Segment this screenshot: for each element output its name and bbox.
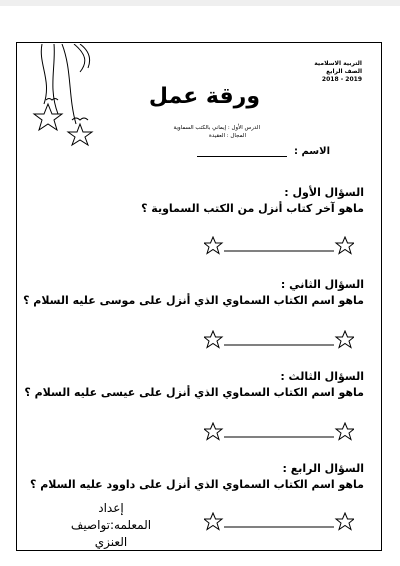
star-outline-icon [336, 423, 354, 440]
domain-line: المجال : العقيدة [208, 133, 246, 139]
question-4-heading: السؤال الرابع : [282, 462, 364, 475]
header-info [314, 60, 362, 84]
name-field[interactable] [197, 147, 287, 157]
credit-line-1: إعداد [98, 501, 124, 515]
credit-line-2: المعلمه:تواصيف [70, 518, 152, 532]
lesson-info [174, 124, 260, 140]
page-top-strip [0, 0, 400, 6]
answer-line-4[interactable] [204, 512, 354, 532]
hanging-stars-icon [28, 44, 118, 156]
question-2-text: ماهو اسم الكتاب السماوي الذي أنزل على موسى عليه السلام ؟ [23, 294, 364, 307]
name-label: الاسم : [293, 146, 330, 157]
grade-label: الصف الرابع [326, 68, 362, 75]
lesson-line: الدرس الأول : إيماني بالكتب السماوية [173, 125, 260, 131]
subject-label: التربية الاسلامية [314, 60, 362, 67]
student-name-row [197, 146, 330, 157]
star-outline-icon [336, 237, 354, 254]
star-outline-icon [336, 331, 354, 348]
star-outline-icon [204, 423, 222, 440]
question-3-heading: السؤال الثالث : [280, 370, 364, 383]
page-title: ورقة عمل [148, 84, 260, 109]
star-outline-icon [336, 513, 354, 530]
teacher-credit [66, 500, 156, 551]
answer-line-3[interactable] [204, 422, 354, 442]
question-4-text: ماهو اسم الكتاب السماوي الذي أنزل على داوود عليه السلام ؟ [29, 478, 364, 491]
star-outline-icon [204, 331, 222, 348]
year-label: 2018 - 2019 [321, 76, 362, 83]
star-outline-icon [204, 237, 222, 254]
question-2-heading: السؤال الثاني : [280, 278, 364, 291]
question-1-text: ماهو آخر كتاب أنزل من الكتب السماوية ؟ [141, 202, 364, 215]
question-3-text: ماهو اسم الكتاب السماوي الذي أنزل على عيسى عليه السلام ؟ [24, 386, 364, 399]
star-outline-icon [204, 513, 222, 530]
answer-line-2[interactable] [204, 330, 354, 350]
answer-line-1[interactable] [204, 236, 354, 256]
question-1-heading: السؤال الأول : [284, 186, 364, 199]
credit-line-3: العنزي [94, 535, 128, 549]
